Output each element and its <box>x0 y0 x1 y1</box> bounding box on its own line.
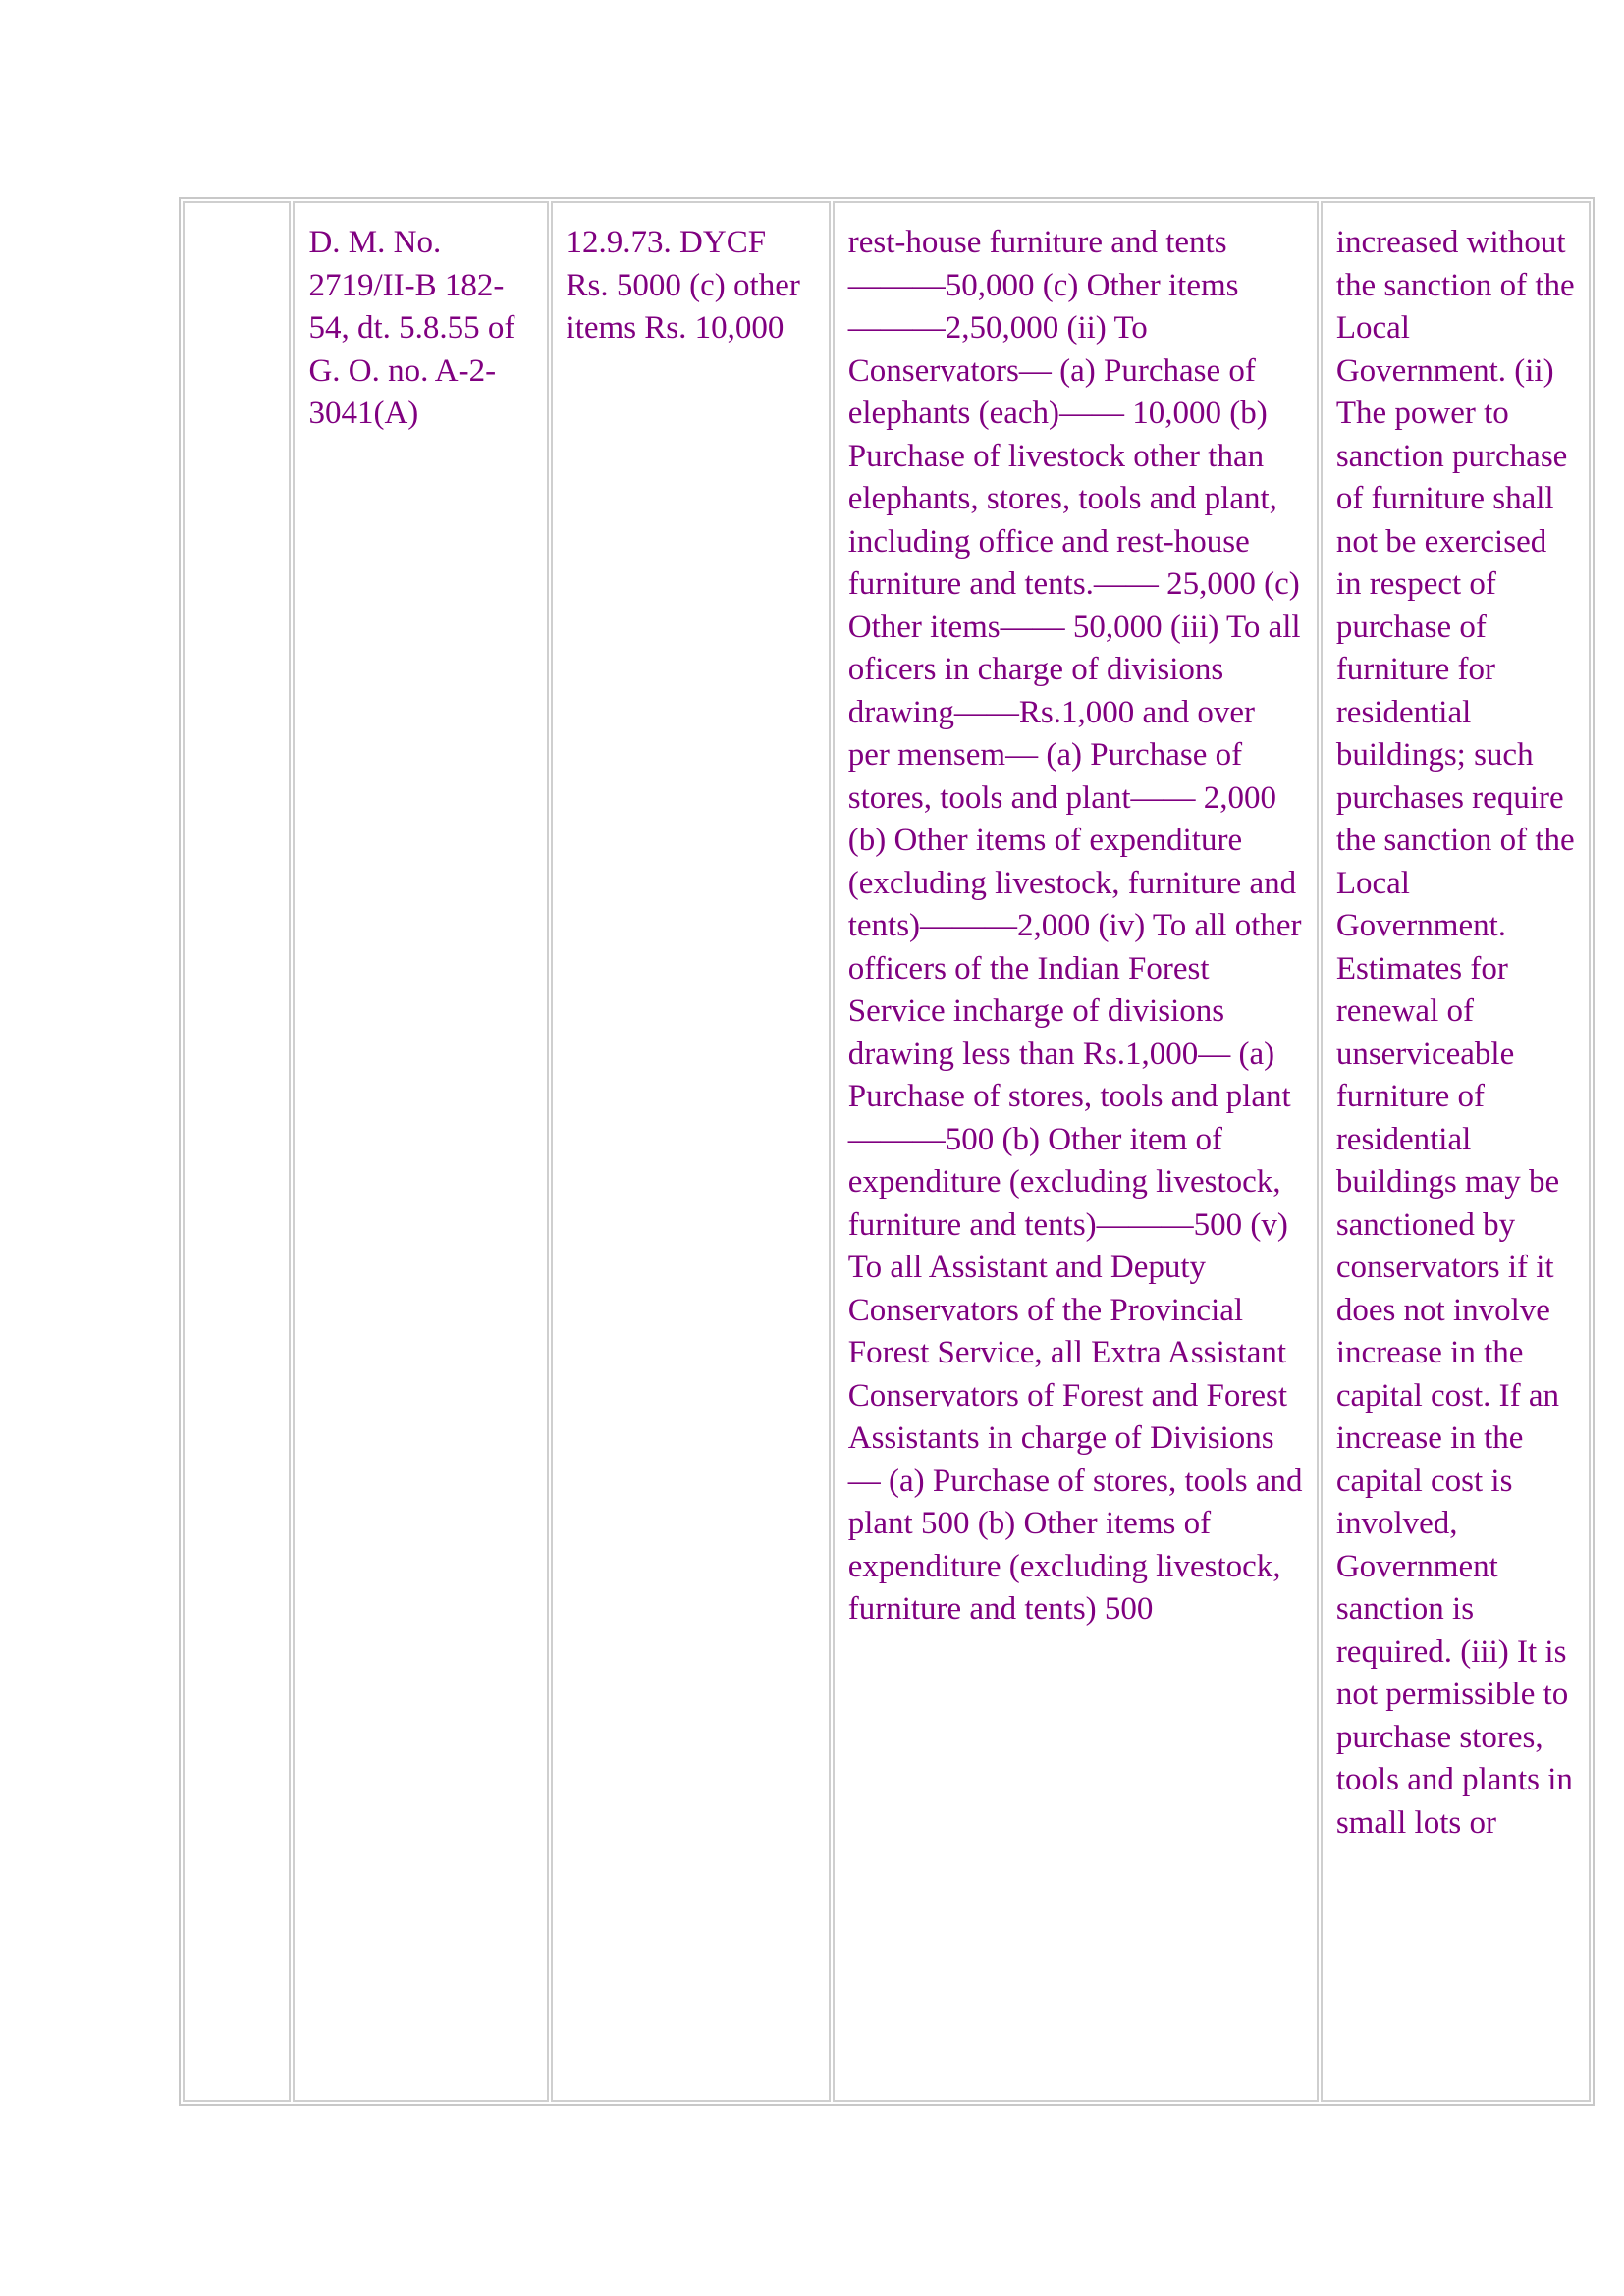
table-cell-date-authority: 12.9.73. DYCF Rs. 5000 (c) other items Rs. 10,000 <box>551 201 831 2102</box>
table-row <box>183 201 1591 2102</box>
table-cell-reference: D. M. No. 2719/II-B 182-54, dt. 5.8.55 of G. O. no. A-2-3041(A) <box>293 201 548 2102</box>
regulation-table <box>179 197 1595 2106</box>
table-cell-serial <box>183 201 291 2102</box>
table-cell-remarks: increased without the sanction of the Local Government. (ii) The power to sanction purchase of furniture shall not be exercised in respect of purchase of furniture for residential buildings; such purchases require the sanction of the Local Government. Estimates for renewal of unserviceable furniture of residential buildings may be sanctioned by conservators if it does not involve increase in the capital cost. If an increase in the capital cost is involved, Government sanction is required. (iii) It is not permissible to purchase stores, tools and plants in small lots or <box>1321 201 1591 2102</box>
table-cell-powers: rest-house furniture and tents———50,000 (c) Other items———2,50,000 (ii) To Conservators— (a) Purchase of elephants (each)—— 10,000 (b) Purchase of livestock other than elephants, stores, tools and plant, including office and rest-house furniture and tents.—— 25,000 (c) Other items—— 50,000 (iii) To all oficers in charge of divisions drawing——Rs.1,000 and over per mensem— (a) Purchase of stores, tools and plant—— 2,000 (b) Other items of expenditure (excluding livestock, furniture and tents)———2,000 (iv) To all other officers of the Indian Forest Service incharge of divisions drawing less than Rs.1,000— (a) Purchase of stores, tools and plant———500 (b) Other item of expenditure (excluding livestock, furniture and tents)———500 (v) To all Assistant and Deputy Conservators of the Provincial Forest Service, all Extra Assistant Conservators of Forest and Forest Assistants in charge of Divisions— (a) Purchase of stores, tools and plant 500 (b) Other items of expenditure (excluding livestock, furniture and tents) 500 <box>833 201 1319 2102</box>
